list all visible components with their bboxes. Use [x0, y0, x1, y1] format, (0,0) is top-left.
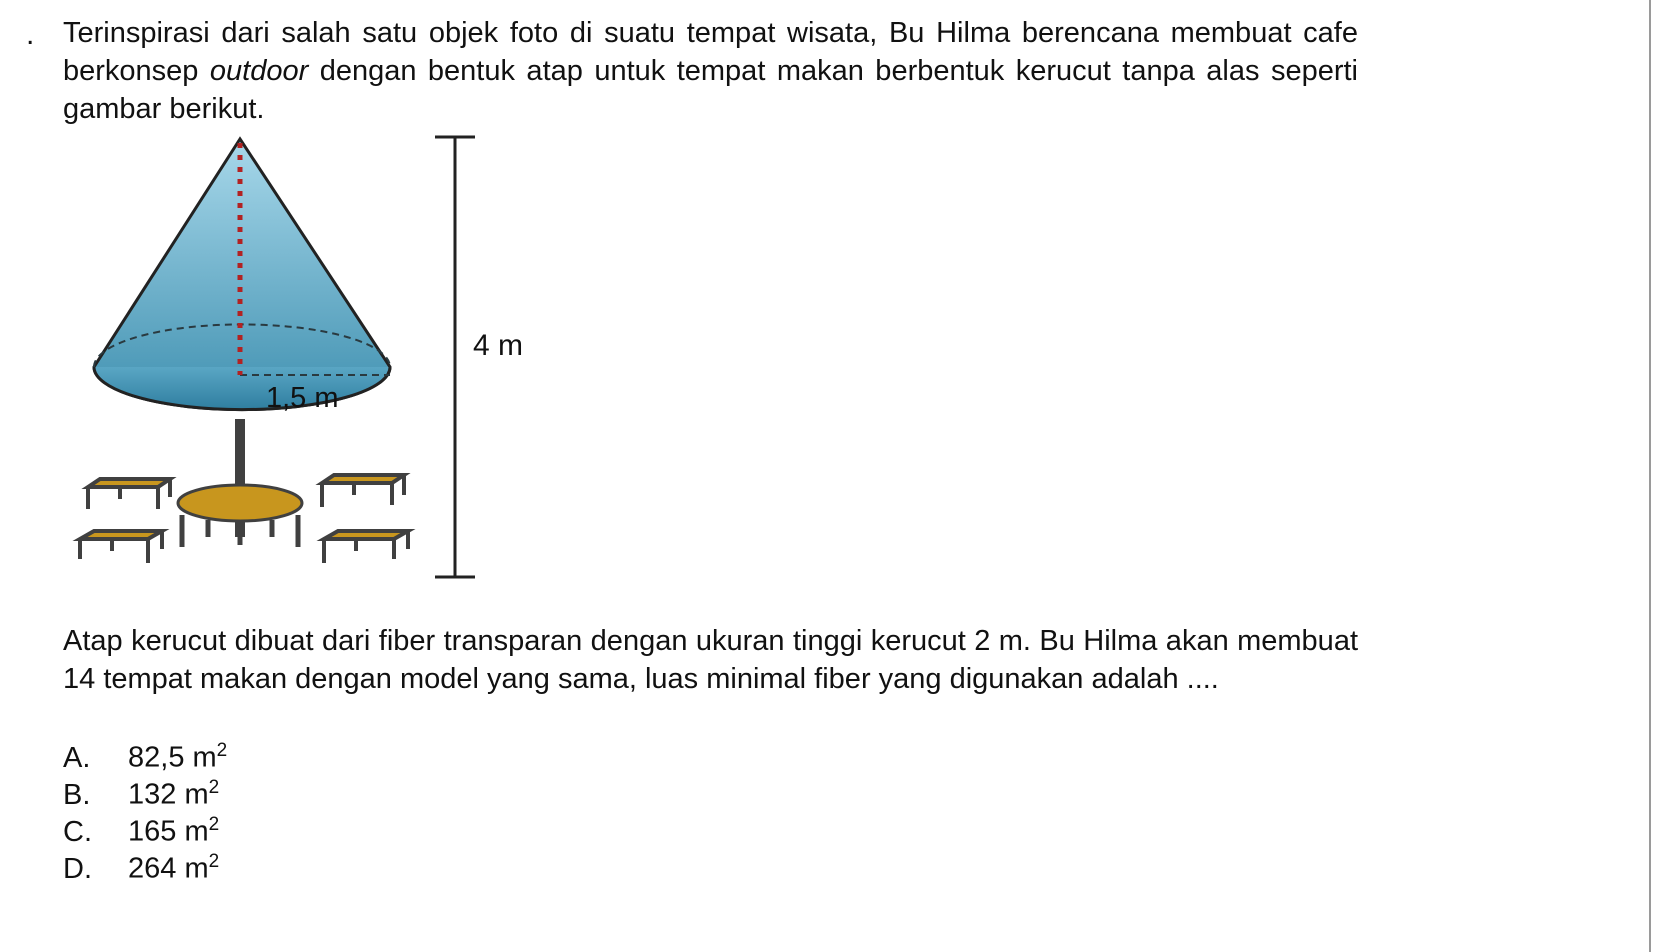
total-height-label: 4 m — [473, 329, 524, 362]
option-value — [128, 851, 219, 886]
intro-italic-word: outdoor — [209, 55, 309, 87]
option-value — [128, 814, 219, 849]
option-value-text: 165 m — [128, 815, 209, 848]
option-b[interactable] — [63, 777, 227, 814]
option-value-text: 264 m — [128, 852, 209, 885]
option-value-text: 82,5 m — [128, 741, 217, 774]
option-value-text: 132 m — [128, 778, 209, 811]
option-letter: B. — [63, 778, 91, 811]
unit-exponent: 2 — [208, 851, 220, 872]
intro-text-start: Terinspirasi dari salah satu objek foto di suatu tempat wisata, Bu Hilma berencana membuat cafe berkonsep — [63, 17, 1358, 87]
option-c[interactable] — [63, 814, 227, 851]
option-a[interactable] — [63, 740, 227, 777]
option-letter: C. — [63, 815, 92, 848]
option-letter: A. — [63, 741, 91, 774]
question-text: Atap kerucut dibuat dari fiber transparan dengan ukuran tinggi kerucut 2 m. Bu Hilma akan membuat 14 tempat makan dengan model yang sama, luas minimal fiber yang digunakan adalah .... — [63, 625, 1358, 695]
answer-options — [63, 740, 227, 888]
option-letter: D. — [63, 852, 92, 885]
unit-exponent: 2 — [208, 814, 220, 835]
option-value — [128, 740, 227, 775]
intro-text-end: dengan bentuk atap untuk tempat makan berbentuk kerucut tanpa alas seperti gambar berikut. — [63, 55, 1358, 125]
list-bullet: . — [26, 18, 35, 51]
option-d[interactable] — [63, 851, 227, 888]
radius-label: 1,5 m — [266, 382, 339, 414]
round-table — [178, 485, 302, 547]
cone-illustration — [60, 135, 580, 595]
cone-roof-figure — [60, 135, 580, 595]
stool-bottom-left — [80, 531, 162, 563]
option-value — [128, 777, 219, 812]
stool-top-left — [88, 479, 170, 509]
total-height-dimension — [435, 137, 475, 577]
stool-top-right — [322, 475, 404, 507]
unit-exponent: 2 — [208, 777, 220, 798]
page-edge-border — [1649, 0, 1651, 952]
stool-bottom-right — [324, 531, 408, 563]
unit-exponent: 2 — [216, 740, 228, 761]
problem-intro — [63, 14, 1358, 128]
